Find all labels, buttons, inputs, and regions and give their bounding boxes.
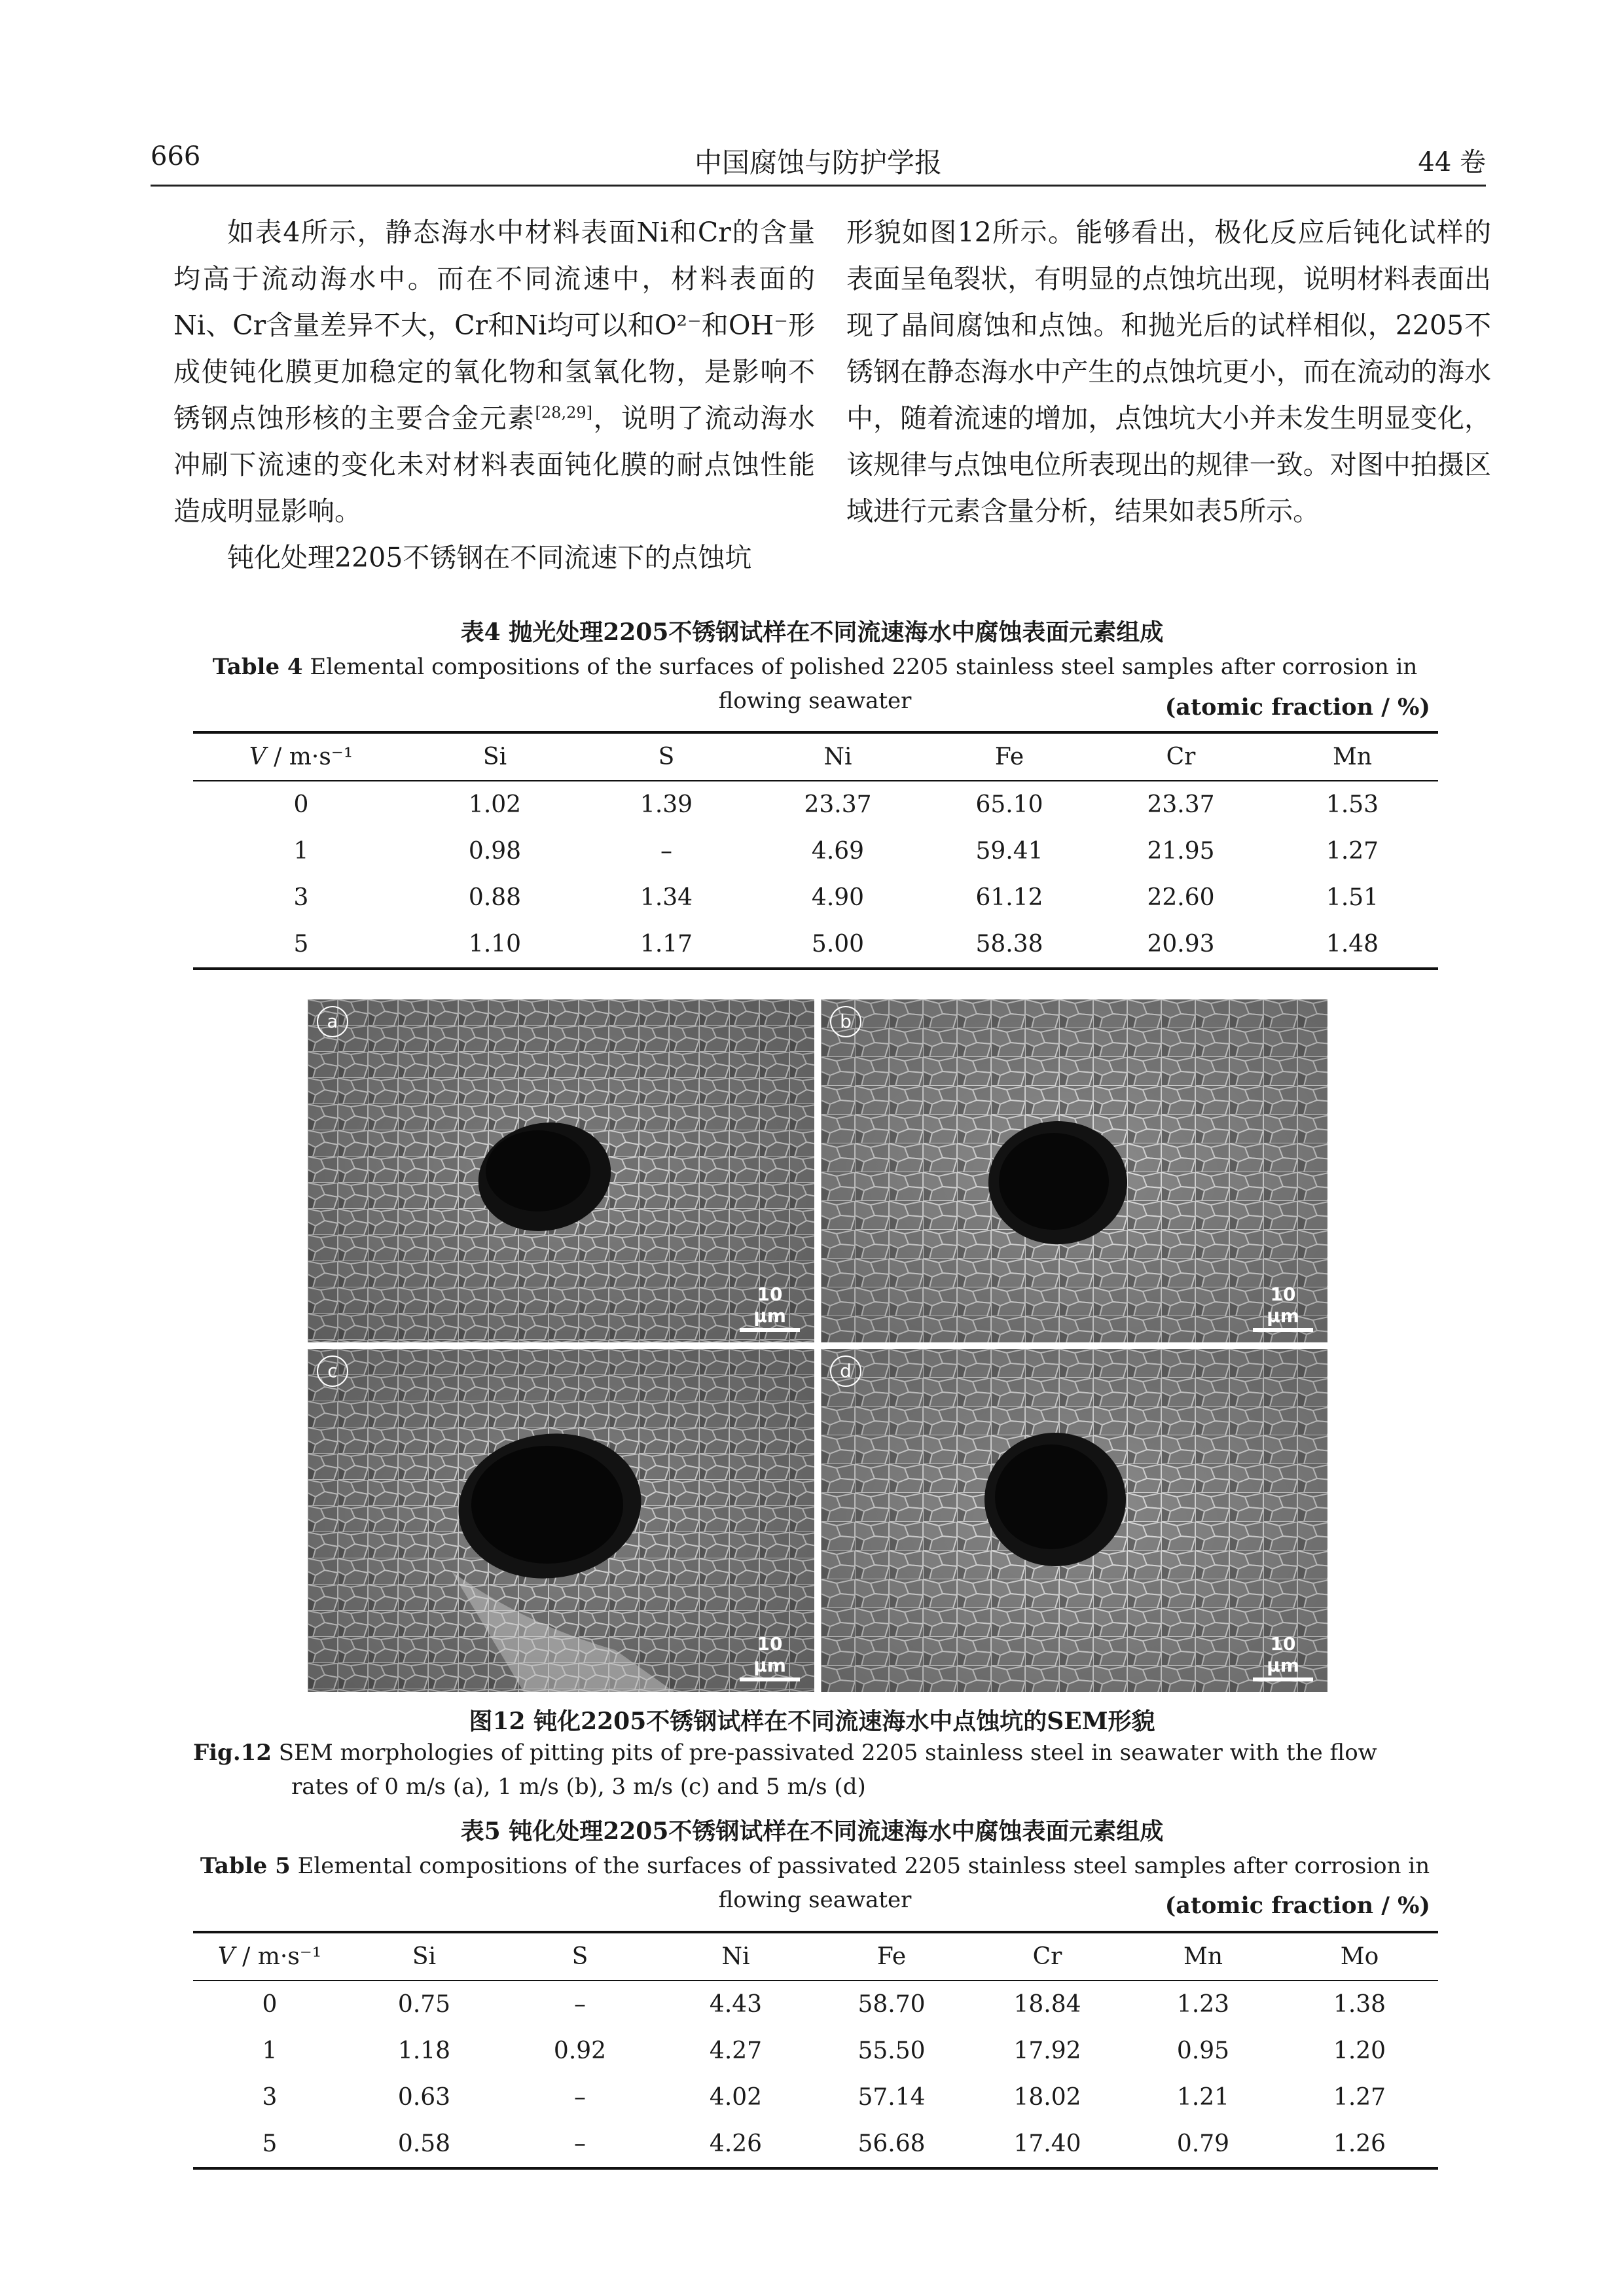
value-cell: 0.79 bbox=[1176, 2130, 1230, 2157]
value-cell: 61.12 bbox=[975, 884, 1043, 911]
velocity-cell: 1 bbox=[262, 2037, 278, 2064]
velocity-cell: 5 bbox=[262, 2130, 278, 2157]
table-row bbox=[193, 2121, 1438, 2168]
value-cell: – bbox=[574, 2084, 586, 2111]
paragraph-table4-discussion: 如表4所示，静态海水中材料表面Ni和Cr的含量均高于流动海水中。而在不同流速中，材料表面的Ni、Cr含量差异不大，Cr和Ni均可以和O²⁻和OH⁻形成使钝化膜更加稳定的氧化物和氢氧化物，是影响不锈钢点蚀形核的主要合金元素[28,29]，说明了流动海水冲刷下流速的变化未对材料表面钝化膜的耐点蚀性能造成明显影响。 bbox=[173, 217, 816, 527]
value-cell: 0.58 bbox=[397, 2130, 451, 2157]
value-cell: 5.00 bbox=[811, 931, 865, 958]
sem-image-d bbox=[821, 1349, 1327, 1692]
table-row bbox=[193, 921, 1438, 969]
panel-label-b: b bbox=[830, 1006, 861, 1037]
scale-bar-d: 10 μm bbox=[1253, 1633, 1313, 1681]
panel-label-d: d bbox=[830, 1355, 861, 1387]
value-cell: 1.53 bbox=[1326, 791, 1379, 818]
value-cell: 57.14 bbox=[857, 2084, 926, 2111]
column-header: Fe bbox=[994, 744, 1024, 770]
value-cell: 0.75 bbox=[397, 1991, 451, 2018]
velocity-cell: 0 bbox=[293, 791, 309, 818]
value-cell: 4.26 bbox=[709, 2130, 763, 2157]
sem-panel-b bbox=[821, 999, 1327, 1342]
column-header-velocity: V / m·s⁻¹ bbox=[217, 1943, 322, 1970]
value-cell: 4.69 bbox=[811, 838, 865, 865]
panel-label-a: a bbox=[317, 1006, 348, 1037]
value-cell: 18.02 bbox=[1013, 2084, 1081, 2111]
value-cell: 0.88 bbox=[468, 884, 522, 911]
column-header-velocity: V / m·s⁻¹ bbox=[249, 744, 353, 770]
figure12-caption-cn: 图12 钝化2205不锈钢试样在不同流速海水中点蚀坑的SEM形貌 bbox=[469, 1708, 1155, 1735]
velocity-cell: 5 bbox=[293, 931, 309, 958]
sem-panel-a bbox=[308, 999, 814, 1342]
table-header-row bbox=[193, 732, 1438, 781]
value-cell: 1.02 bbox=[468, 791, 522, 818]
column-header: Cr bbox=[1032, 1943, 1062, 1970]
value-cell: 23.37 bbox=[804, 791, 872, 818]
value-cell: 20.93 bbox=[1147, 931, 1215, 958]
value-cell: 1.27 bbox=[1326, 838, 1379, 865]
value-cell: 4.90 bbox=[811, 884, 865, 911]
value-cell: 1.27 bbox=[1333, 2084, 1386, 2111]
table-row bbox=[193, 874, 1438, 921]
value-cell: – bbox=[574, 2130, 586, 2157]
scale-bar-c: 10 μm bbox=[740, 1633, 800, 1681]
figure12-sem-grid bbox=[308, 999, 1327, 1692]
value-cell: 0.92 bbox=[553, 2037, 607, 2064]
table-row bbox=[193, 2028, 1438, 2074]
sem-panel-c bbox=[308, 1349, 814, 1692]
table4-unit: (atomic fraction / %) bbox=[1164, 694, 1430, 721]
value-cell: 22.60 bbox=[1147, 884, 1215, 911]
table-row bbox=[193, 828, 1438, 874]
running-head bbox=[151, 137, 1486, 187]
value-cell: 58.70 bbox=[857, 1991, 926, 2018]
value-cell: 1.26 bbox=[1333, 2130, 1386, 2157]
column-header: Mn bbox=[1332, 744, 1373, 770]
value-cell: 4.02 bbox=[709, 2084, 763, 2111]
column-header: Mn bbox=[1183, 1943, 1223, 1970]
column-header: Cr bbox=[1166, 744, 1196, 770]
velocity-cell: 3 bbox=[293, 884, 309, 911]
value-cell: 17.92 bbox=[1013, 2037, 1081, 2064]
value-cell: 1.51 bbox=[1326, 884, 1379, 911]
scale-bar-b: 10 μm bbox=[1253, 1283, 1313, 1332]
page-number: 666 bbox=[151, 141, 201, 171]
value-cell: 1.23 bbox=[1176, 1991, 1230, 2018]
value-cell: 1.10 bbox=[468, 931, 522, 958]
citation: [28,29] bbox=[535, 403, 592, 422]
figure12-caption-en: Fig.12 SEM morphologies of pitting pits of pre-passivated 2205 stainless steel in seawater with the flow rates of 0 m/s (a), 1 m/s (b), 3 m/s (c) and 5 m/s (d) bbox=[193, 1740, 1377, 1800]
value-cell: 55.50 bbox=[857, 2037, 926, 2064]
column-header: Ni bbox=[721, 1943, 750, 1970]
value-cell: 21.95 bbox=[1147, 838, 1215, 865]
value-cell: 0.95 bbox=[1176, 2037, 1230, 2064]
sem-image-b bbox=[821, 999, 1327, 1342]
sem-panel-d bbox=[821, 1349, 1327, 1692]
value-cell: 65.10 bbox=[975, 791, 1043, 818]
scale-bar-a: 10 μm bbox=[740, 1283, 800, 1332]
value-cell: 1.34 bbox=[640, 884, 693, 911]
value-cell: 4.43 bbox=[709, 1991, 763, 2018]
value-cell: 0.63 bbox=[397, 2084, 451, 2111]
paragraph-fig12-discussion: 形貌如图12所示。能够看出，极化反应后钝化试样的表面呈龟裂状，有明显的点蚀坑出现，说明材料表面出现了晶间腐蚀和点蚀。和抛光后的试样相似，2205不锈钢在静态海水中产生的点蚀坑更小，而在流动的海水中，随着流速的增加，点蚀坑大小并未发生明显变化，该规律与点蚀电位所表现出的规律一致。对图中拍摄区域进行元素含量分析，结果如表5所示。 bbox=[846, 217, 1491, 527]
value-cell: 17.40 bbox=[1013, 2130, 1081, 2157]
value-cell: 1.21 bbox=[1176, 2084, 1230, 2111]
value-cell: 58.38 bbox=[975, 931, 1043, 958]
velocity-cell: 0 bbox=[262, 1991, 278, 2018]
table-header-row bbox=[193, 1932, 1438, 1981]
table5-caption-cn: 表5 钝化处理2205不锈钢试样在不同流速海水中腐蚀表面元素组成 bbox=[460, 1818, 1164, 1845]
table5-caption-en: Table 5 Elemental compositions of the surfaces of passivated 2205 stainless steel samples after corrosion in flowing seawater bbox=[200, 1853, 1430, 1913]
body-column-right bbox=[846, 209, 1491, 535]
table4-caption-en: Table 4 Elemental compositions of the surfaces of polished 2205 stainless steel samples after corrosion in flowing seawater bbox=[212, 654, 1418, 714]
value-cell: – bbox=[660, 838, 672, 865]
column-header: S bbox=[571, 1943, 588, 1970]
table-row bbox=[193, 781, 1438, 828]
value-cell: 1.18 bbox=[397, 2037, 451, 2064]
value-cell: 4.27 bbox=[709, 2037, 763, 2064]
value-cell: 1.17 bbox=[640, 931, 693, 958]
value-cell: 0.98 bbox=[468, 838, 522, 865]
value-cell: – bbox=[574, 1991, 586, 2018]
table5 bbox=[193, 1931, 1438, 2170]
sem-image-c bbox=[308, 1349, 814, 1692]
column-header: Mo bbox=[1340, 1943, 1379, 1970]
value-cell: 1.48 bbox=[1326, 931, 1379, 958]
value-cell: 56.68 bbox=[857, 2130, 926, 2157]
panel-label-c: c bbox=[317, 1355, 348, 1387]
volume-number: 44 卷 bbox=[1418, 147, 1486, 177]
value-cell: 59.41 bbox=[975, 838, 1043, 865]
column-header: Si bbox=[482, 744, 507, 770]
table-row bbox=[193, 1981, 1438, 2028]
table-row bbox=[193, 2074, 1438, 2121]
sem-image-a bbox=[308, 999, 814, 1342]
velocity-cell: 3 bbox=[262, 2084, 278, 2111]
paragraph-fig12-intro: 钝化处理2205不锈钢在不同流速下的点蚀坑 bbox=[227, 542, 752, 573]
column-header: S bbox=[658, 744, 675, 770]
value-cell: 1.20 bbox=[1333, 2037, 1386, 2064]
body-column-left bbox=[173, 209, 815, 581]
column-header: Si bbox=[412, 1943, 437, 1970]
velocity-cell: 1 bbox=[293, 838, 309, 865]
column-header: Ni bbox=[823, 744, 852, 770]
value-cell: 1.38 bbox=[1333, 1991, 1386, 2018]
table4-caption-cn: 表4 抛光处理2205不锈钢试样在不同流速海水中腐蚀表面元素组成 bbox=[460, 619, 1164, 646]
table5-unit: (atomic fraction / %) bbox=[1164, 1892, 1430, 1919]
value-cell: 23.37 bbox=[1147, 791, 1215, 818]
value-cell: 18.84 bbox=[1013, 1991, 1081, 2018]
journal-title: 中国腐蚀与防护学报 bbox=[694, 147, 942, 179]
table4 bbox=[193, 731, 1438, 970]
value-cell: 1.39 bbox=[640, 791, 693, 818]
column-header: Fe bbox=[876, 1943, 907, 1970]
